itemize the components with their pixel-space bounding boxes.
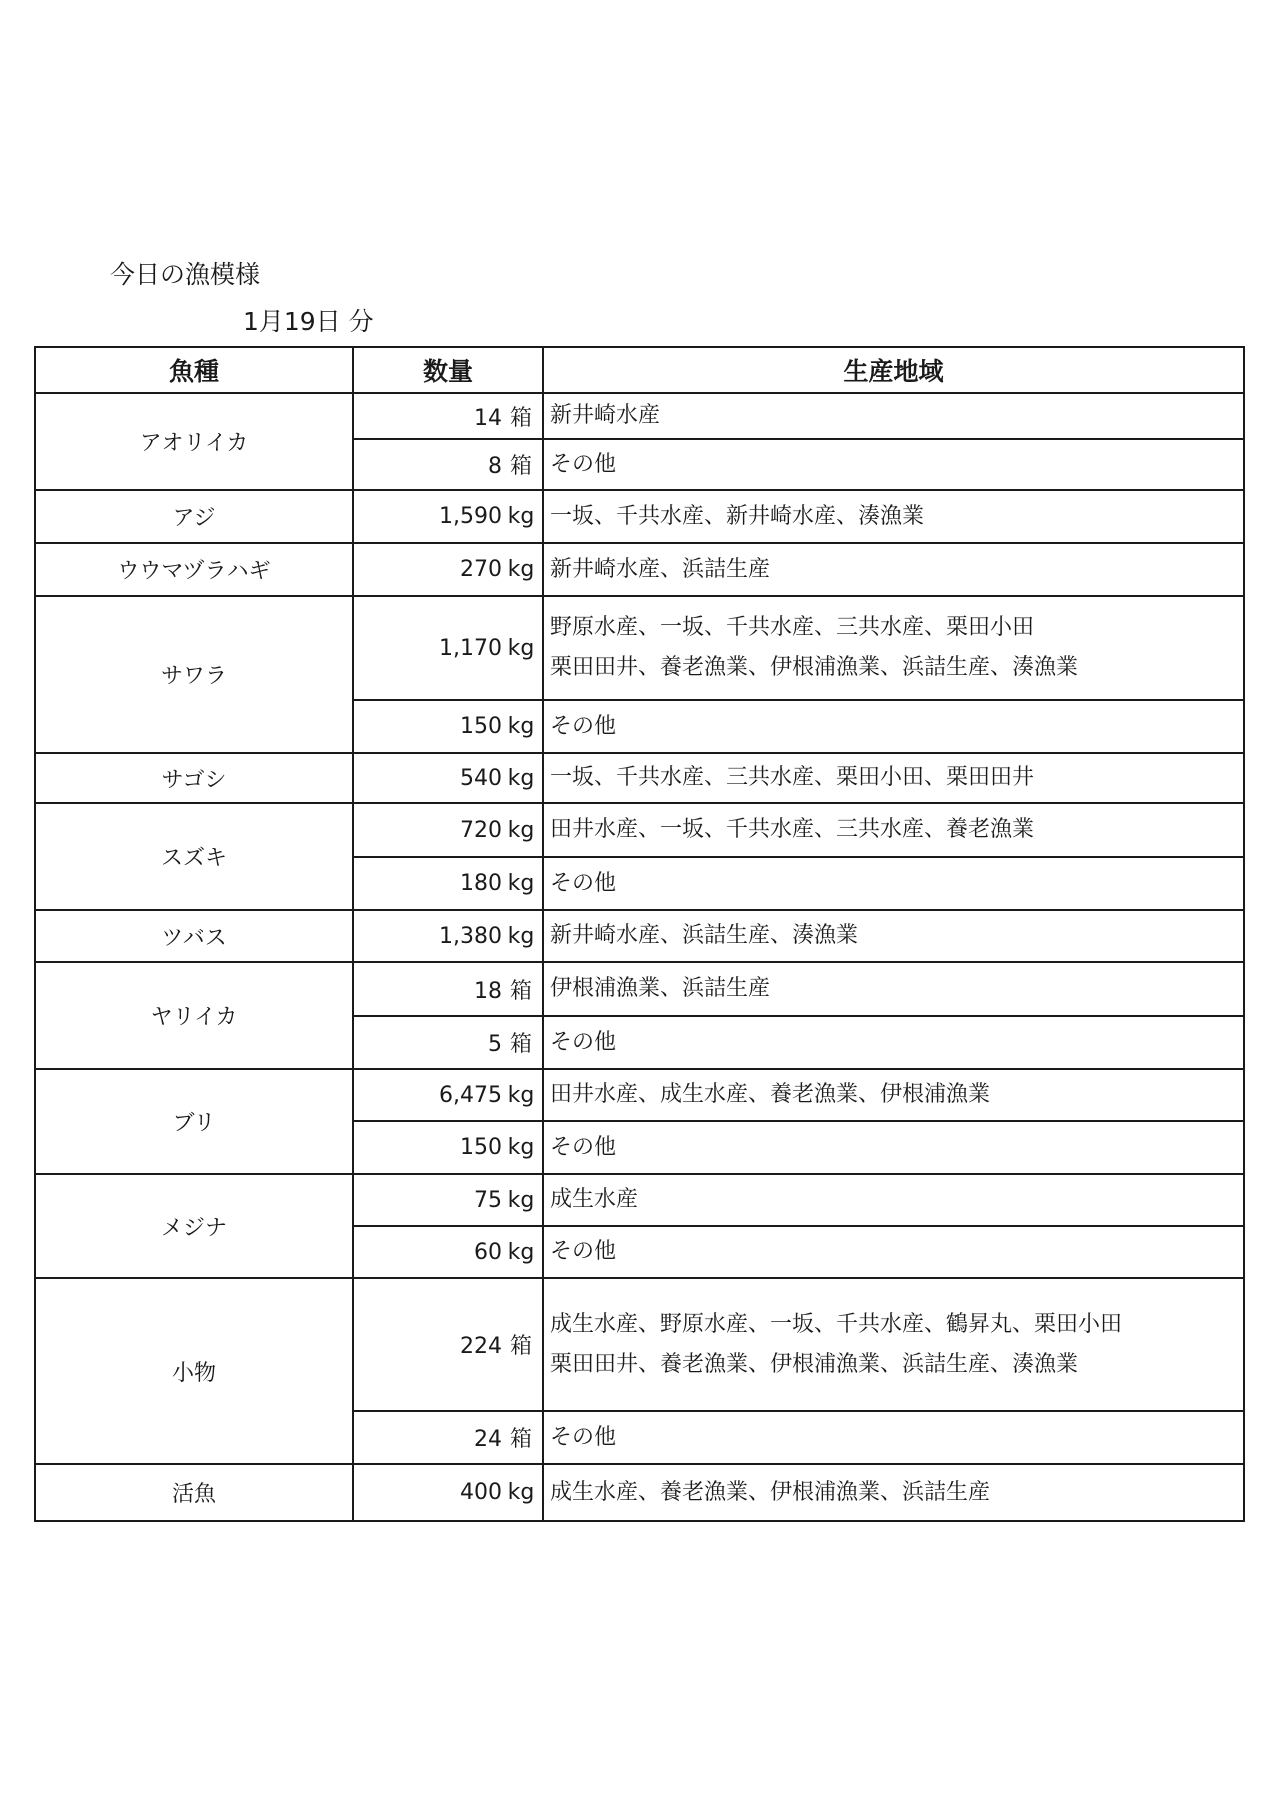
region-cell [543, 1278, 1244, 1411]
fish-name-cell: ツバス [35, 910, 353, 962]
quantity-cell [353, 700, 543, 753]
quantity-unit: kg [507, 765, 535, 791]
quantity-unit: kg [507, 871, 535, 896]
quantity-amount: 270 [460, 557, 502, 582]
quantity-amount: 1,170 [439, 635, 502, 661]
column-header-region: 生産地域 [543, 347, 1244, 393]
quantity-cell [353, 1411, 543, 1464]
quantity-amount: 540 [460, 765, 502, 791]
table-row [35, 1174, 1244, 1226]
column-header-fish: 魚種 [35, 347, 353, 393]
quantity-amount: 1,590 [439, 504, 502, 529]
table-row [35, 1464, 1244, 1521]
region-line: その他 [550, 713, 617, 739]
catch-table [34, 346, 1245, 1522]
region-cell [543, 439, 1244, 490]
quantity-unit: 箱 [509, 1334, 532, 1359]
fish-name-cell: スズキ [35, 803, 353, 910]
quantity-unit: 箱 [509, 454, 532, 479]
quantity-cell [353, 490, 543, 543]
region-cell [543, 1069, 1244, 1121]
quantity-cell [353, 753, 543, 803]
quantity-unit: kg [507, 557, 535, 582]
region-line: その他 [550, 1239, 617, 1264]
region-cell [543, 910, 1244, 962]
table-row [35, 962, 1244, 1016]
table-body [35, 393, 1244, 1521]
quantity-unit: kg [507, 1480, 535, 1505]
fish-name-cell: 活魚 [35, 1464, 353, 1521]
region-cell [543, 1016, 1244, 1069]
region-line: 野原水産、一坂、千共水産、三共水産、栗田小田 [550, 615, 1035, 640]
quantity-cell [353, 1464, 543, 1521]
table-row [35, 1069, 1244, 1121]
region-line: 田井水産、成生水産、養老漁業、伊根浦漁業 [550, 1082, 991, 1107]
region-line: 新井崎水産、浜詰生産 [550, 556, 771, 582]
table-row [35, 490, 1244, 543]
region-line: 一坂、千共水産、新井崎水産、湊漁業 [550, 503, 925, 529]
fish-name-cell: サゴシ [35, 753, 353, 803]
quantity-amount: 6,475 [439, 1082, 502, 1108]
quantity-cell [353, 1121, 543, 1174]
quantity-unit: kg [507, 635, 535, 661]
quantity-unit: kg [507, 714, 535, 739]
quantity-amount: 60 [474, 1239, 502, 1265]
quantity-amount: 150 [460, 1135, 502, 1160]
region-line: その他 [550, 451, 617, 477]
quantity-cell [353, 596, 543, 700]
fish-name-cell: アオリイカ [35, 393, 353, 490]
column-header-quantity: 数量 [353, 347, 543, 393]
region-cell [543, 543, 1244, 596]
table-row [35, 753, 1244, 803]
fish-name-cell: アジ [35, 490, 353, 543]
quantity-amount: 1,380 [439, 923, 502, 949]
quantity-unit: kg [507, 817, 535, 843]
region-cell [543, 803, 1244, 857]
fish-name-cell: サワラ [35, 596, 353, 753]
quantity-amount: 5 [488, 1032, 502, 1057]
quantity-unit: 箱 [509, 405, 532, 431]
region-cell [543, 1411, 1244, 1464]
page-title: 今日の漁模様 [110, 260, 261, 289]
table-row [35, 910, 1244, 962]
quantity-unit: 箱 [509, 1032, 532, 1057]
region-cell [543, 962, 1244, 1016]
region-cell [543, 1464, 1244, 1521]
region-line: 田井水産、一坂、千共水産、三共水産、養老漁業 [550, 817, 1035, 842]
quantity-cell [353, 803, 543, 857]
region-line: その他 [550, 870, 617, 896]
fish-name-cell: ウウマヅラハギ [35, 543, 353, 596]
region-line: 成生水産、野原水産、一坂、千共水産、鶴昇丸、栗田小田 [550, 1311, 1123, 1337]
fish-name-cell: ブリ [35, 1069, 353, 1174]
region-cell [543, 596, 1244, 700]
table-row [35, 543, 1244, 596]
quantity-amount: 400 [460, 1480, 502, 1505]
region-line: 栗田田井、養老漁業、伊根浦漁業、浜詰生産、湊漁業 [550, 655, 1079, 680]
region-line: 一坂、千共水産、三共水産、栗田小田、栗田田井 [550, 765, 1035, 790]
region-cell [543, 490, 1244, 543]
quantity-cell [353, 1174, 543, 1226]
quantity-amount: 150 [460, 714, 502, 739]
quantity-unit: kg [507, 923, 535, 949]
region-cell [543, 1226, 1244, 1278]
quantity-unit: kg [507, 1082, 535, 1108]
report-date: 1月19日 分 [243, 307, 374, 336]
quantity-unit: 箱 [509, 1427, 532, 1452]
quantity-cell [353, 910, 543, 962]
region-line: その他 [550, 1029, 617, 1055]
region-cell [543, 753, 1244, 803]
quantity-amount: 8 [488, 454, 502, 479]
quantity-cell [353, 1016, 543, 1069]
region-line: 栗田田井、養老漁業、伊根浦漁業、浜詰生産、湊漁業 [550, 1351, 1079, 1377]
quantity-cell [353, 962, 543, 1016]
region-cell [543, 857, 1244, 910]
region-line: 新井崎水産、浜詰生産、湊漁業 [550, 923, 859, 948]
quantity-cell [353, 1069, 543, 1121]
region-line: 成生水産 [550, 1187, 639, 1212]
table-row [35, 393, 1244, 439]
region-line: その他 [550, 1134, 617, 1160]
region-cell [543, 393, 1244, 439]
quantity-unit: kg [507, 504, 535, 529]
region-cell [543, 700, 1244, 753]
fish-name-cell: ヤリイカ [35, 962, 353, 1069]
region-cell [543, 1174, 1244, 1226]
quantity-cell [353, 857, 543, 910]
quantity-amount: 24 [474, 1427, 502, 1452]
quantity-unit: kg [507, 1135, 535, 1160]
quantity-amount: 180 [460, 871, 502, 896]
region-line: 伊根浦漁業、浜詰生産 [550, 976, 771, 1001]
header-row [35, 347, 1244, 393]
region-line: 新井崎水産 [550, 403, 661, 428]
fish-name-cell: 小物 [35, 1278, 353, 1464]
quantity-cell [353, 439, 543, 490]
region-cell [543, 1121, 1244, 1174]
quantity-unit: 箱 [509, 978, 532, 1004]
table-row [35, 596, 1244, 700]
quantity-amount: 224 [460, 1334, 502, 1359]
quantity-unit: kg [507, 1187, 535, 1213]
table-row [35, 803, 1244, 857]
region-line: 成生水産、養老漁業、伊根浦漁業、浜詰生産 [550, 1479, 991, 1505]
quantity-amount: 720 [460, 817, 502, 843]
region-line: その他 [550, 1424, 617, 1450]
quantity-cell [353, 393, 543, 439]
table-row [35, 1278, 1244, 1411]
quantity-amount: 14 [474, 405, 502, 431]
quantity-amount: 75 [474, 1187, 502, 1213]
quantity-cell [353, 543, 543, 596]
quantity-cell [353, 1226, 543, 1278]
quantity-amount: 18 [474, 978, 502, 1004]
quantity-unit: kg [507, 1239, 535, 1265]
fish-name-cell: メジナ [35, 1174, 353, 1278]
quantity-cell [353, 1278, 543, 1411]
